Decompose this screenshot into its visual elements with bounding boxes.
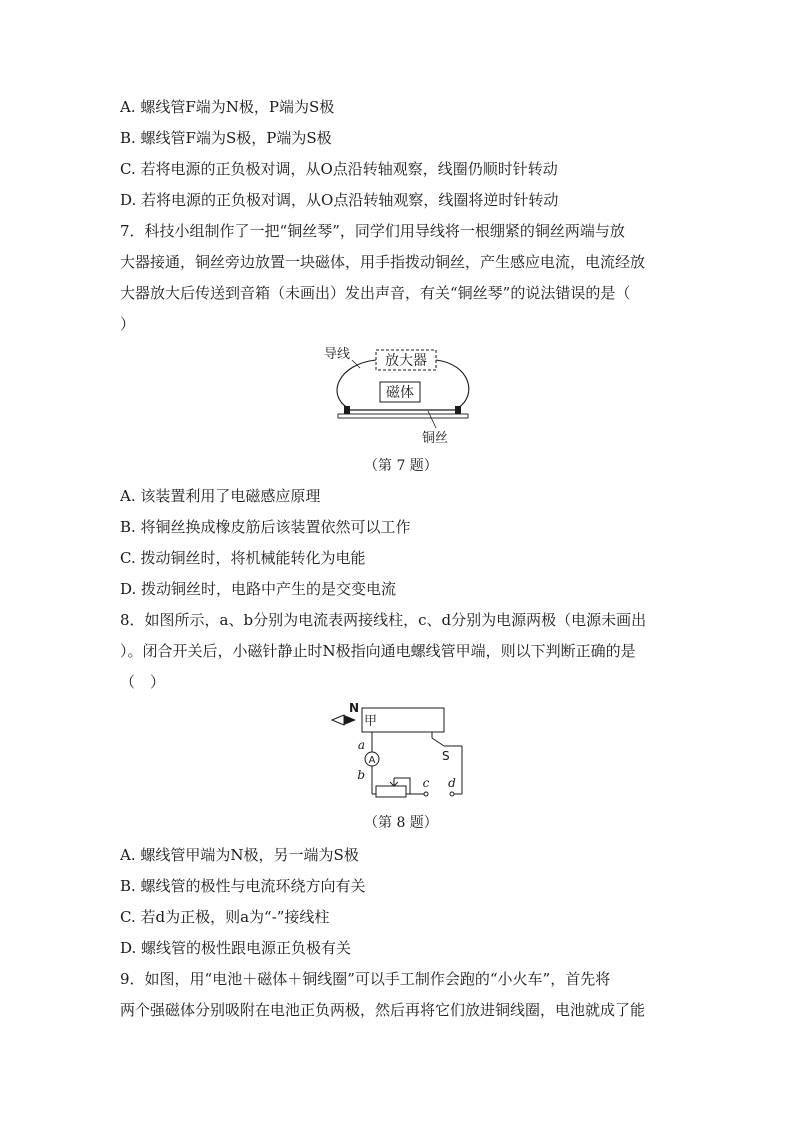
q7-option-c: C. 拨动铜丝时，将机械能转化为电能: [120, 549, 366, 567]
q7-option-d: D. 拨动铜丝时，电路中产生的是交变电流: [120, 580, 397, 598]
rheostat: [376, 786, 406, 797]
magnet-label: 磁体: [386, 385, 414, 401]
q7-figure-caption: （第 7 题）: [364, 458, 438, 474]
copper-leader-line: [428, 411, 436, 428]
q8-stem-line: 8．如图所示，a、b分别为电流表两接线柱，c、d分别为电源两极（电源未画出: [120, 611, 647, 629]
terminal-d: [450, 792, 454, 796]
compass-needle-n: [344, 715, 356, 725]
terminal-a-label: a: [357, 738, 365, 752]
terminal-b-label: b: [357, 768, 365, 782]
q9-stem-line: 两个强磁体分别吸附在电池正负两极，然后再将它们放进铜线圈，电池就成了能: [120, 1001, 646, 1019]
q7-stem-line: 大器放大后传送到音箱（未画出）发出声音，有关“铜丝琴”的说法错误的是（: [120, 284, 631, 302]
q9-stem-line: 9．如图，用“电池＋磁体＋铜线圈”可以手工制作会跑的“小火车”，首先将: [120, 970, 611, 988]
q8-option-c: C. 若d为正极，则a为“-”接线柱: [120, 908, 330, 926]
needle-n-label: N: [349, 701, 360, 715]
q6-option-b: B. 螺线管F端为S极，P端为S极: [120, 129, 332, 147]
q7-stem-line: 7．科技小组制作了一把“铜丝琴”，同学们用导线将一根绷紧的铜丝两端与放: [120, 222, 625, 240]
q8-option-a: A. 螺线管甲端为N极，另一端为S极: [120, 846, 359, 864]
q6-option-c: C. 若将电源的正负极对调，从O点沿转轴观察，线圈仍顺时针转动: [120, 160, 558, 178]
wire-label: 导线: [324, 347, 351, 362]
base-board: [338, 414, 468, 418]
terminal-d-label: d: [448, 776, 456, 790]
amplifier-label: 放大器: [385, 353, 427, 369]
q8-option-b: B. 螺线管的极性与电流环绕方向有关: [120, 877, 366, 895]
figure-copper-harp: [318, 340, 478, 448]
q8-figure-caption: （第 8 题）: [364, 815, 438, 831]
terminal-c: [424, 792, 428, 796]
q8-option-d: D. 螺线管的极性跟电源正负极有关: [120, 939, 352, 957]
terminal-c-label: c: [422, 776, 430, 790]
solenoid-jia-label: 甲: [364, 714, 378, 729]
compass-needle-s: [332, 715, 344, 725]
figure-solenoid-circuit: [330, 700, 470, 802]
q8-stem-line: ）。闭合开关后，小磁针静止时N极指向通电螺线管甲端，则以下判断正确的是: [120, 642, 636, 660]
q8-stem-line: （ ）: [120, 673, 166, 691]
q7-option-a: A. 该装置利用了电磁感应原理: [120, 487, 321, 505]
q6-option-d: D. 若将电源的正负极对调，从O点沿转轴观察，线圈将逆时针转动: [120, 191, 559, 209]
ammeter-label: A: [368, 755, 376, 766]
wire-right: [436, 360, 469, 408]
q6-option-a: A. 螺线管F端为N极，P端为S极: [120, 98, 335, 116]
q7-stem-line: 大器接通，铜丝旁边放置一块磁体，用手指拨动铜丝，产生感应电流，电流经放: [120, 253, 646, 271]
q7-option-b: B. 将铜丝换成橡皮筋后该装置依然可以工作: [120, 518, 411, 536]
rheostat-slider: [390, 778, 398, 786]
switch-blade: [432, 738, 444, 746]
copper-label: 铜丝: [422, 431, 449, 446]
wire-left: [337, 360, 376, 408]
switch-label: S: [442, 749, 450, 763]
q7-stem-line: ）: [120, 315, 136, 333]
